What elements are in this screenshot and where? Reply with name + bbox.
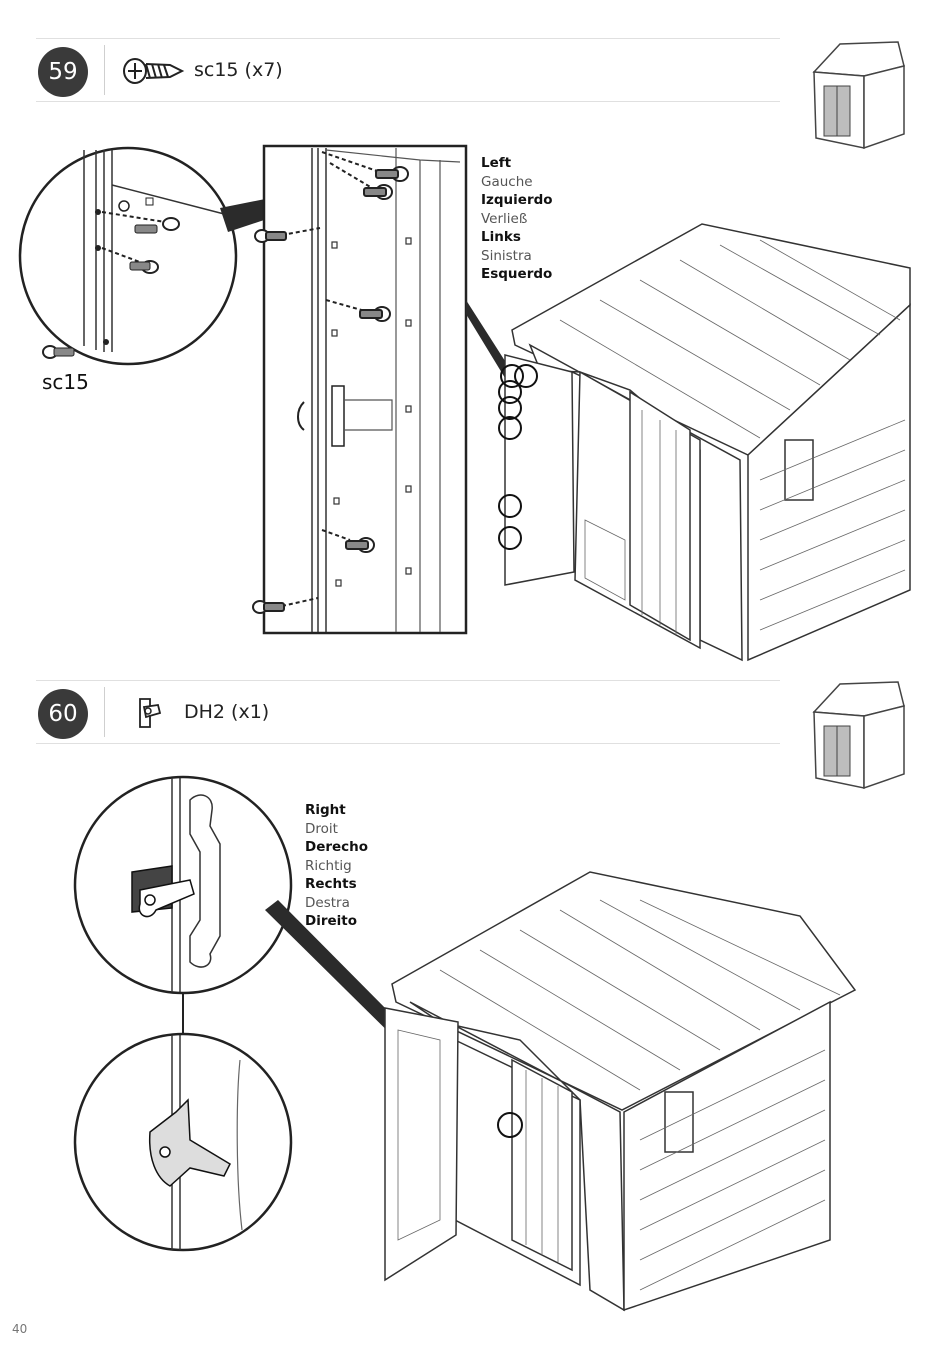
door-latch-icon bbox=[134, 695, 164, 731]
side-label: Verließ bbox=[481, 210, 528, 227]
step-60-illustration bbox=[0, 740, 950, 1340]
latch-detail-circle-top bbox=[75, 777, 291, 993]
side-label: Izquierdo bbox=[481, 192, 553, 208]
step-number-badge: 59 bbox=[38, 47, 88, 97]
side-label: Links bbox=[481, 229, 521, 245]
shed-illustration bbox=[385, 872, 855, 1310]
loose-screw bbox=[43, 346, 74, 358]
side-label: Left bbox=[481, 155, 512, 171]
side-labels-list bbox=[305, 801, 368, 931]
side-label: Gauche bbox=[481, 173, 533, 190]
side-label: Derecho bbox=[305, 839, 369, 855]
side-label: Right bbox=[305, 802, 346, 818]
side-label: Sinistra bbox=[481, 247, 532, 264]
part-label: DH2 (x1) bbox=[184, 701, 270, 723]
callout-part-label: sc15 bbox=[42, 370, 89, 394]
step-number-badge: 60 bbox=[38, 689, 88, 739]
side-label: Richtig bbox=[305, 857, 352, 874]
side-label: Esquerdo bbox=[481, 266, 553, 282]
step-60-header bbox=[36, 680, 780, 744]
side-label: Rechts bbox=[305, 876, 357, 892]
side-label: Droit bbox=[305, 820, 338, 837]
side-label: Destra bbox=[305, 894, 350, 911]
page-number: 40 bbox=[12, 1322, 28, 1336]
side-label: Direito bbox=[305, 913, 358, 929]
side-labels-list bbox=[481, 154, 553, 284]
part-label: sc15 (x7) bbox=[194, 59, 283, 81]
shed-illustration bbox=[505, 224, 910, 660]
latch-detail-circle-bottom bbox=[75, 1034, 291, 1250]
magnified-detail-circle bbox=[20, 148, 236, 364]
header-divider bbox=[104, 687, 105, 737]
